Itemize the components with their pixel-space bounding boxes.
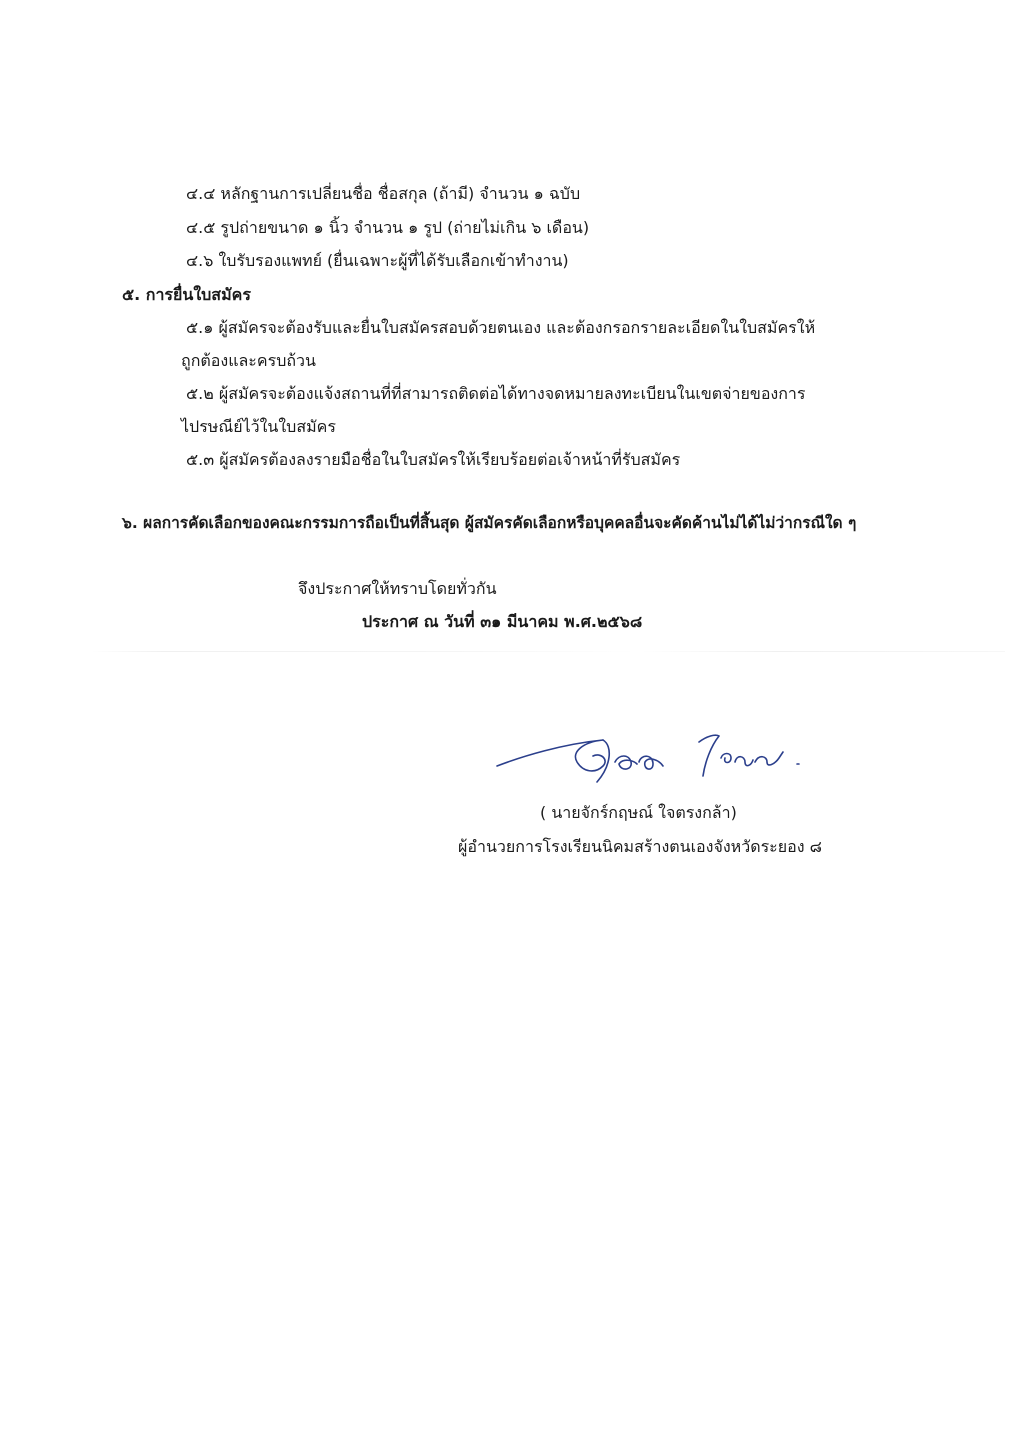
item-4-4: ๔.๔ หลักฐานการเปลี่ยนชื่อ ชื่อสกุล (ถ้ามี) จำนวน ๑ ฉบับ (186, 184, 581, 203)
item-4-6: ๔.๖ ใบรับรองแพทย์ (ยื่นเฉพาะผู้ที่ได้รับเลือกเข้าทำงาน) (186, 251, 569, 270)
item-5-2-line-1: ๕.๒ ผู้สมัครจะต้องแจ้งสถานที่ที่สามารถติดต่อได้ทางจดหมายลงทะเบียนในเขตจ่ายของการ (186, 384, 806, 403)
section-6-statement: ๖. ผลการคัดเลือกของคณะกรรมการถือเป็นที่สิ้นสุด ผู้สมัครคัดเลือกหรือบุคคลอื่นจะคัดค้านไม่ได้ไม่ว่ากรณีใด ๆ (122, 514, 857, 532)
announcement-date: ประกาศ ณ วันที่ ๓๑ มีนาคม พ.ศ.๒๕๖๘ (362, 612, 643, 631)
item-5-1-line-1: ๕.๑ ผู้สมัครจะต้องรับและยื่นใบสมัครสอบด้วยตนเอง และต้องกรอกรายละเอียดในใบสมัครให้ (186, 318, 816, 337)
item-5-2-line-2: ไปรษณีย์ไว้ในใบสมัคร (181, 417, 336, 436)
signature-image (493, 722, 813, 794)
announcement-notice: จึงประกาศให้ทราบโดยทั่วกัน (298, 579, 497, 598)
scan-artifact (90, 651, 1005, 652)
item-5-3: ๕.๓ ผู้สมัครต้องลงรายมือชื่อในใบสมัครให้เรียบร้อยต่อเจ้าหน้าที่รับสมัคร (186, 450, 681, 469)
item-5-1-line-2: ถูกต้องและครบถ้วน (181, 351, 316, 370)
signatory-position: ผู้อำนวยการโรงเรียนนิคมสร้างตนเองจังหวัดระยอง ๘ (458, 837, 822, 856)
item-4-5: ๔.๕ รูปถ่ายขนาด ๑ นิ้ว จำนวน ๑ รูป (ถ่ายไม่เกิน ๖ เดือน) (186, 218, 590, 237)
section-5-heading: ๕. การยื่นใบสมัคร (122, 285, 251, 304)
signatory-name: ( นายจักร์กฤษณ์ ใจตรงกล้า) (540, 803, 737, 822)
